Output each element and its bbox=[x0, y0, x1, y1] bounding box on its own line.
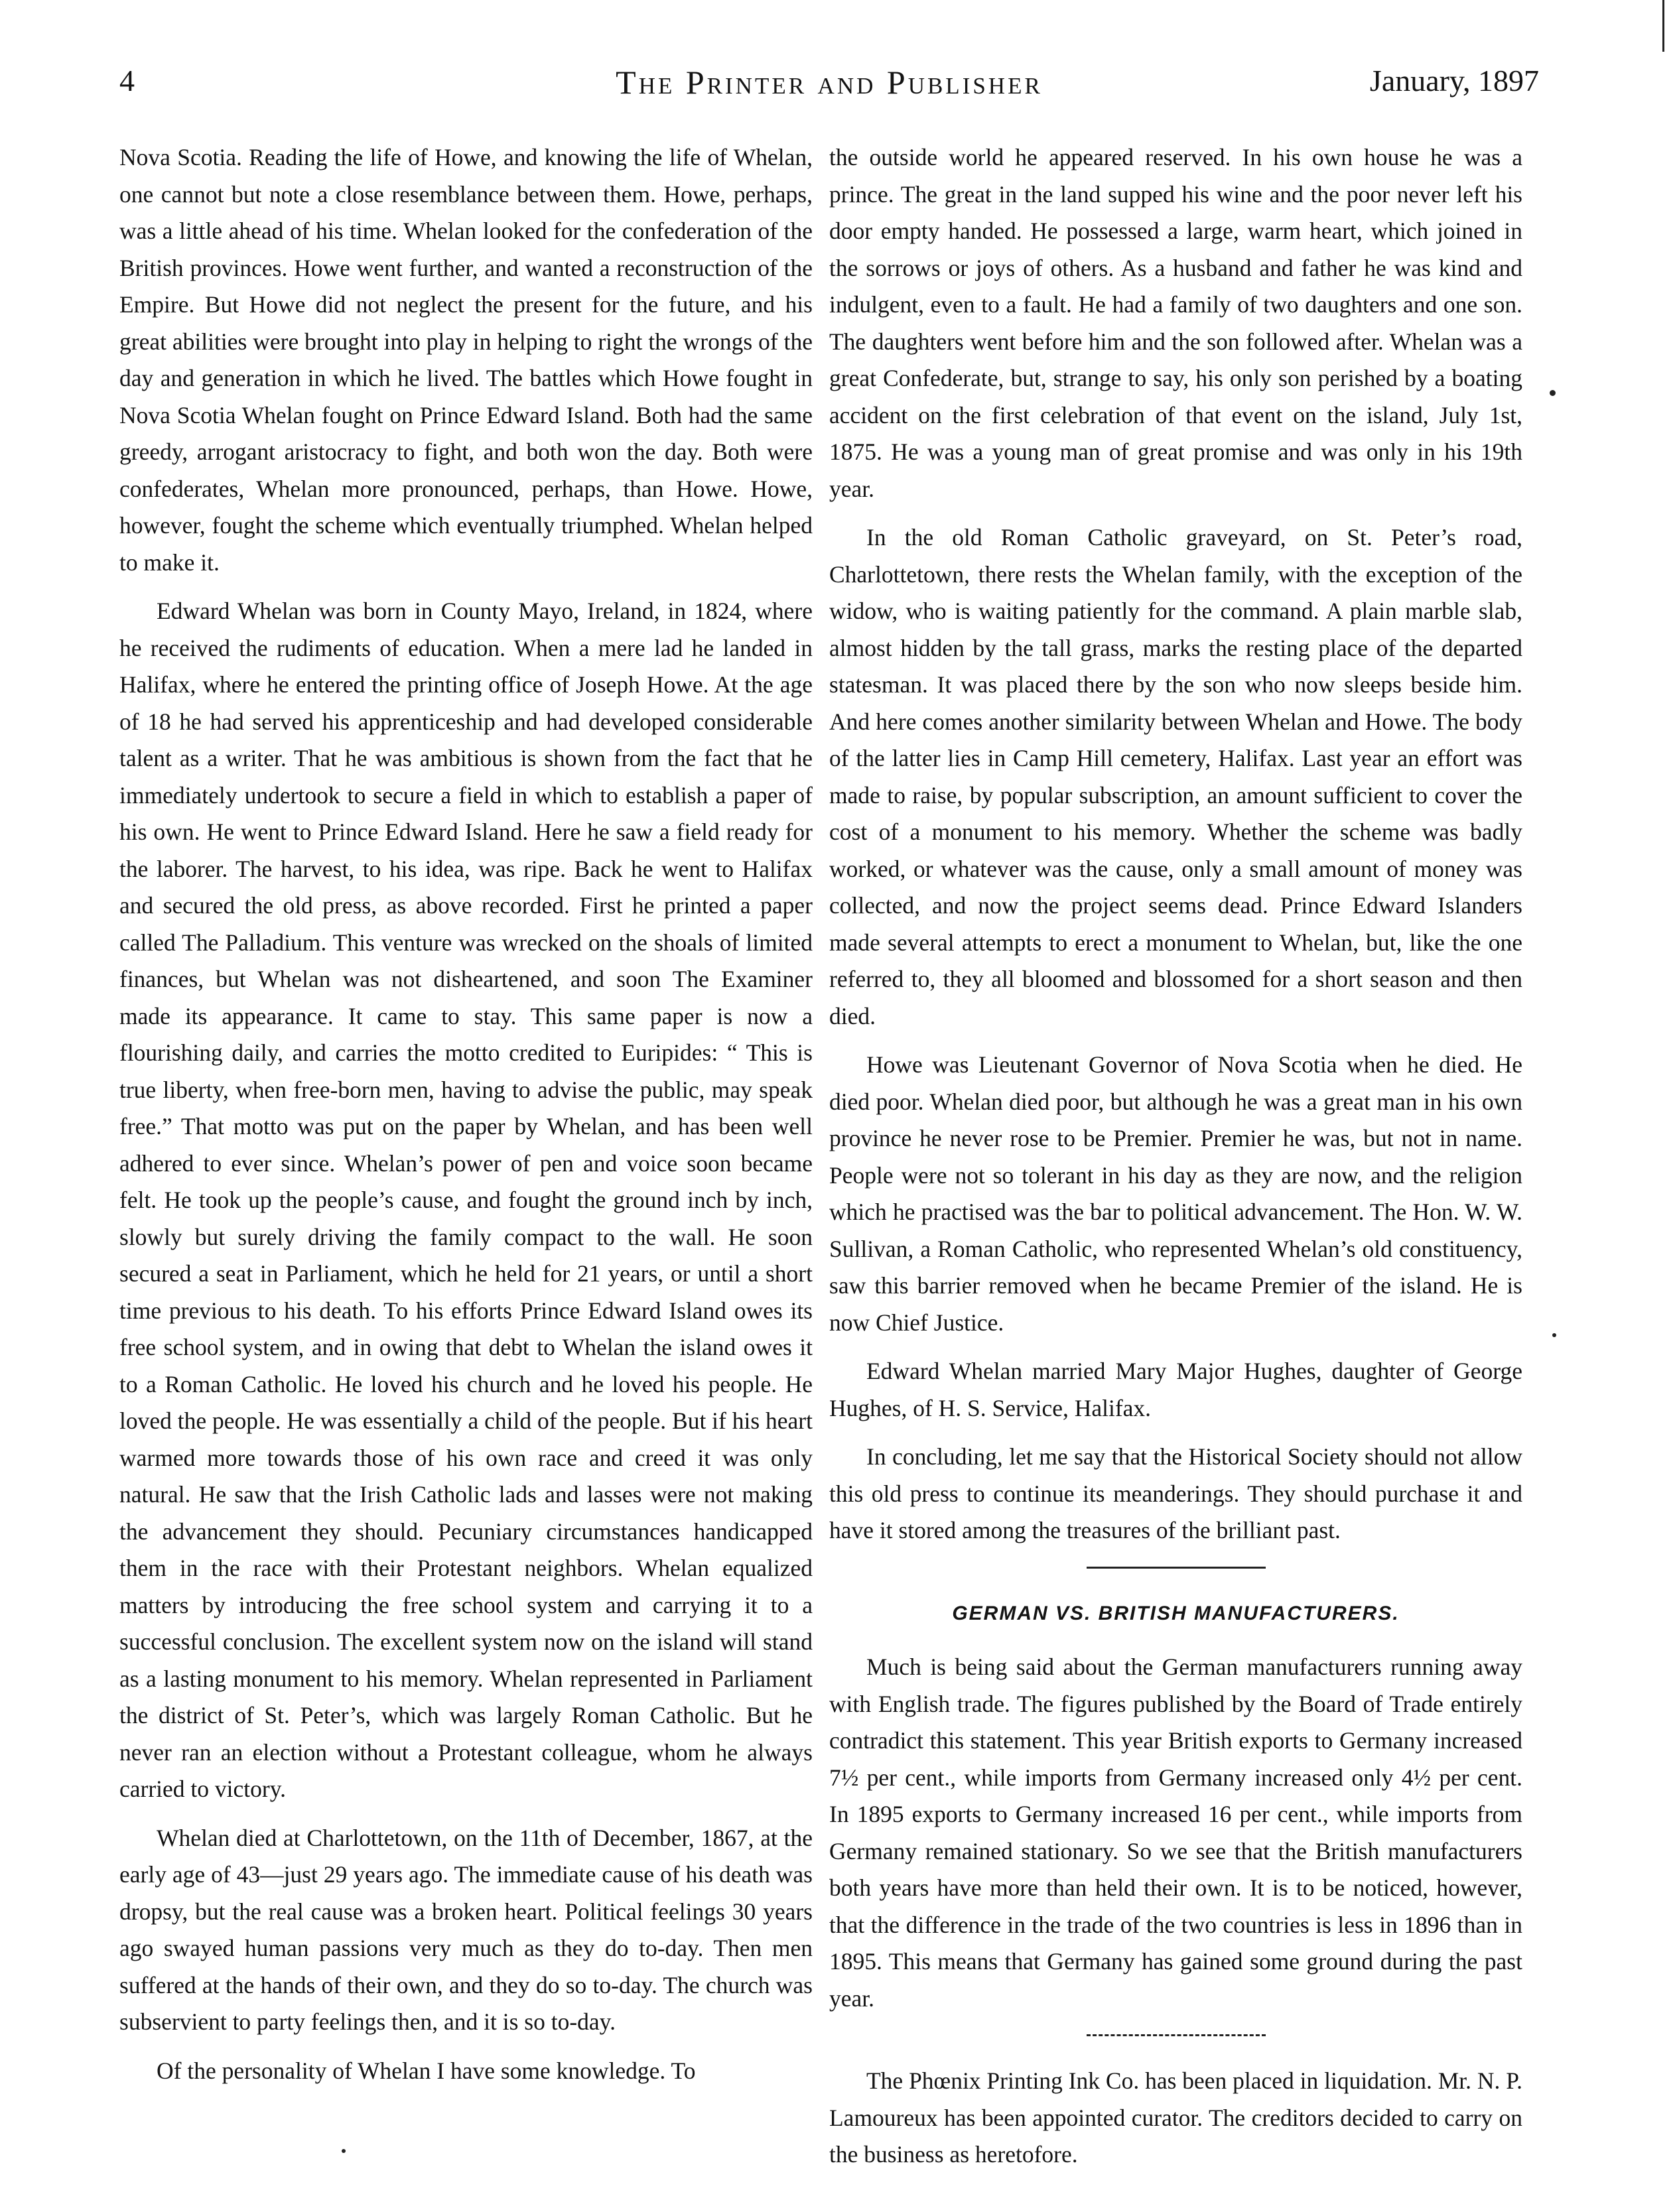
right-column bbox=[829, 139, 1522, 2185]
section-divider bbox=[1087, 1567, 1266, 1569]
section-heading: GERMAN VS. BRITISH MANUFACTURERS. bbox=[952, 1602, 1400, 1624]
article-paragraph: Edward Whelan was born in County Mayo, Ireland, in 1824, where he received the rudiments of education. When a mere lad he landed in Halifax, where he entered the printing office of Joseph Howe. At the age of 18 he had served his apprenticeship and had developed considerable talent as a writer. That he was ambitious is shown from the fact that he immediately undertook to secure a field in which to establish a paper of his own. He went to Prince Edward Island. Here he saw a field ready for the laborer. The harvest, to his idea, was ripe. Back he went to Halifax and secured the old press, as above recorded. First he printed a paper called The Palladium. This venture was wrecked on the shoals of limited finances, but Whelan was not disheartened, and soon The Examiner made its appearance. It came to stay. This same paper is now a flourishing daily, and carries the motto credited to Euripides: “ This is true liberty, when free-born men, having to advise the public, may speak free.” That motto was put on the paper by Whelan, and has been well adhered to ever since. Whelan’s power of pen and voice soon became felt. He took up the people’s cause, and fought the ground inch by inch, slowly but surely driving the family compact to the wall. He soon secured a seat in Parliament, which he held for 21 years, or until a short time previous to his death. To his efforts Prince Edward Island owes its free school system, and in owing that debt to Whelan the island owes it to a Roman Catholic. He loved his church and he loved his people. He loved the people. He was essentially a child of the people. But if his heart warmed more towards those of his own race and creed it was only natural. He saw that the Irish Catholic lads and lasses were not making the advancement they should. Pecuniary circumstances handicapped them in the race with their Protestant neighbors. Whelan equalized matters by introducing the free school system and carrying it to a successful conclusion. The excellent system now on the island will stand as a lasting monument to his memory. Whelan represented in Parliament the district of St. Peter’s, which was largely Roman Catholic. But he never ran an election without a Protestant colleague, whom he always carried to victory. bbox=[119, 598, 813, 1802]
article-paragraph: Edward Whelan married Mary Major Hughes, daughter of George Hughes, of H. S. Service, Halifax. bbox=[829, 1358, 1522, 1421]
article-paragraph: Whelan died at Charlottetown, on the 11th of December, 1867, at the early age of 43—just 29 years ago. The immediate cause of his death was dropsy, but the real cause was a broken heart. Political feelings 30 years ago swayed human passions very much as they do to-day. Then men suffered at the hands of their own, and they do so to-day. The church was subservient to party feelings then, and it is so to-day. bbox=[119, 1824, 813, 2035]
article-paragraph: Of the personality of Whelan I have some knowledge. To bbox=[157, 2057, 696, 2084]
left-column bbox=[119, 139, 813, 2101]
margin-dot bbox=[1552, 1333, 1556, 1337]
article-paragraph: Howe was Lieutenant Governor of Nova Scotia when he died. He died poor. Whelan died poor, but although he was a great man in his own province he never rose to be Premier. Premier he was, but not in name. People were not so tolerant in his day as they are now, and the religion which he practised was the bar to political advancement. The Hon. W. W. Sullivan, a Roman Catholic, who represented Whelan’s old constituency, saw this barrier removed when he became Premier of the island. He is now Chief Justice. bbox=[829, 1051, 1522, 1336]
section-paragraph: Much is being said about the German manufacturers running away with English trade. The figures published by the Board of Trade entirely contradict this statement. This year British exports to Germany increased 7½ per cent., while imports from Germany increased only 4½ per cent. In 1895 exports to Germany increased 16 per cent., while imports from Germany remained stationary. So we see that the British manufacturers both years have more than held their own. It is to be noticed, however, that the difference in the trade of the two countries is less in 1896 than in 1895. This means that Germany has gained some ground during the past year. bbox=[829, 1654, 1522, 2012]
margin-dot bbox=[1550, 390, 1556, 396]
notice-divider bbox=[1087, 2034, 1266, 2036]
page-number: 4 bbox=[119, 64, 135, 98]
notice-paragraph: The Phœnix Printing Ink Co. has been placed in liquidation. Mr. N. P. Lamoureux has been appointed curator. The creditors decided to carry on the business as heretofore. bbox=[829, 2067, 1522, 2168]
article-paragraph: In the old Roman Catholic graveyard, on St. Peter’s road, Charlottetown, there rests the Whelan family, with the exception of the widow, who is waiting patiently for the command. A plain marble slab, almost hidden by the tall grass, marks the resting place of the departed statesman. It was placed there by the son who now sleeps beside him. And here comes another similarity between Whelan and Howe. The body of the latter lies in Camp Hill cemetery, Halifax. Last year an effort was made to raise, by popular subscription, an amount sufficient to cover the cost of a monument to his memory. Whether the scheme was badly worked, or whatever was the cause, only a small amount of money was collected, and now the project seems dead. Prince Edward Islanders made several attempts to erect a monument to Whelan, but, like the one referred to, they all bloomed and blossomed for a short season and then died. bbox=[829, 524, 1522, 1029]
article-paragraph: the outside world he appeared reserved. In his own house he was a prince. The great in the land supped his wine and the poor never left his door empty handed. He possessed a large, warm heart, which joined in the sorrows or joys of others. As a husband and father he was kind and indulgent, even to a fault. He had a family of two daughters and one son. The daughters went before him and the son followed after. Whelan was a great Confederate, but, strange to say, his only son perished by a boating accident on the first celebration of that event on the island, July 1st, 1875. He was a young man of great promise and was only in his 19th year. bbox=[829, 144, 1522, 502]
running-title: The Printer and Publisher bbox=[616, 64, 1043, 101]
article-paragraph: Nova Scotia. Reading the life of Howe, and knowing the life of Whelan, one cannot but note a close resemblance between them. Howe, perhaps, was a little ahead of his time. Whelan looked for the confederation of the British provinces. Howe went further, and wanted a reconstruction of the Empire. But Howe did not neglect the present for the future, and his great abilities were brought into play in helping to right the wrongs of the day and generation in which he lived. The battles which Howe fought in Nova Scotia Whelan fought on Prince Edward Island. Both had the same greedy, arrogant aristocracy to fight, and both won the day. Both were confederates, Whelan more pronounced, perhaps, than Howe. Howe, however, fought the scheme which eventually triumphed. Whelan helped to make it. bbox=[119, 144, 813, 576]
issue-date: January, 1897 bbox=[1369, 64, 1539, 98]
article-paragraph: In concluding, let me say that the Historical Society should not allow this old press to continue its meanderings. They should purchase it and have it stored among the treasures of the brilliant past. bbox=[829, 1443, 1522, 1543]
page-header bbox=[119, 63, 1539, 116]
scan-edge-mark bbox=[1662, 0, 1664, 52]
margin-dot bbox=[342, 2149, 346, 2153]
